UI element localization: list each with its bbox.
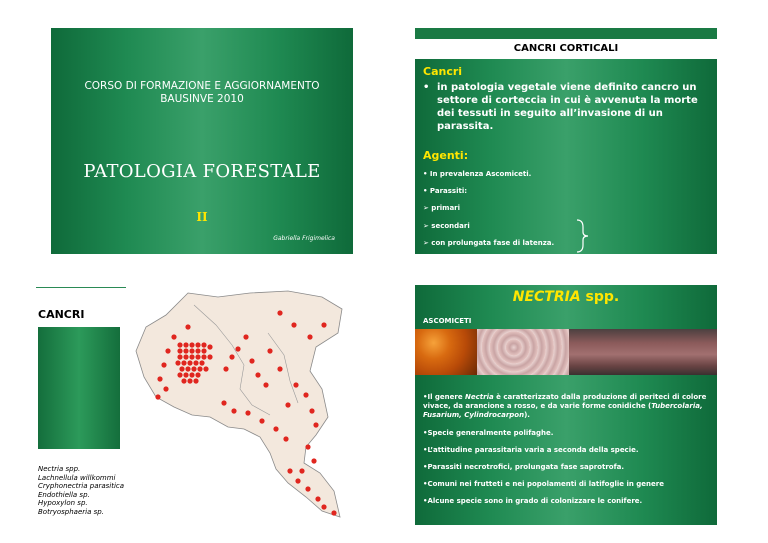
occurrence-dot bbox=[189, 342, 194, 347]
occurrence-dot bbox=[183, 348, 188, 353]
subtitle: ASCOMICETI bbox=[423, 317, 472, 325]
occurrence-dot bbox=[331, 510, 336, 515]
author-name: Gabriella Frigimelica bbox=[273, 235, 335, 242]
title-genus: NECTRIA bbox=[512, 289, 581, 305]
occurrence-dot bbox=[163, 386, 168, 391]
heading-agenti: Agenti: bbox=[423, 149, 469, 162]
occurrence-dot bbox=[287, 468, 292, 473]
photo-bark-infection bbox=[477, 329, 569, 375]
occurrence-dot bbox=[303, 392, 308, 397]
occurrence-dot bbox=[249, 358, 254, 363]
paragraph: •Specie generalmente polifaghe. bbox=[423, 429, 554, 437]
photo-branch-canker bbox=[569, 329, 717, 375]
occurrence-dot bbox=[315, 496, 320, 501]
occurrence-dot bbox=[243, 334, 248, 339]
occurrence-dot bbox=[221, 400, 226, 405]
top-strip bbox=[415, 28, 717, 39]
occurrence-dot bbox=[195, 342, 200, 347]
occurrence-dot bbox=[291, 322, 296, 327]
para-conidial-forms: Tubercolaria, Fusarium, Cylindrocarpon bbox=[423, 402, 703, 419]
occurrence-dot bbox=[177, 348, 182, 353]
region-map-shape bbox=[136, 291, 342, 517]
occurrence-dot bbox=[181, 378, 186, 383]
occurrence-dot bbox=[195, 372, 200, 377]
slide-nectria bbox=[415, 285, 717, 525]
heading-cancri: Cancri bbox=[423, 65, 463, 78]
occurrence-dot bbox=[273, 426, 278, 431]
occurrence-dot bbox=[183, 354, 188, 359]
paragraph: •Comuni nei frutteti e nei popolamenti di latifoglie in genere bbox=[423, 480, 664, 488]
para-text: ). bbox=[524, 411, 530, 419]
occurrence-dot bbox=[193, 378, 198, 383]
list-item: ➢ secondari bbox=[423, 222, 470, 230]
slide-cancri-corticali bbox=[415, 28, 717, 254]
occurrence-dot bbox=[193, 360, 198, 365]
list-item: • Parassiti: bbox=[423, 187, 468, 195]
course-line-2: BAUSINVE 2010 bbox=[160, 93, 244, 105]
occurrence-dot bbox=[201, 342, 206, 347]
slide-body bbox=[415, 59, 717, 254]
slide-cancri-map bbox=[30, 285, 350, 525]
course-line-1: CORSO DI FORMAZIONE E AGGIORNAMENTO bbox=[84, 80, 320, 92]
species-list bbox=[38, 465, 124, 517]
occurrence-dot bbox=[199, 360, 204, 365]
occurrence-dot bbox=[183, 342, 188, 347]
part-number: II bbox=[196, 210, 208, 224]
occurrence-dot bbox=[235, 346, 240, 351]
slide-header: CANCRI CORTICALI bbox=[415, 39, 717, 59]
para-text: è caratterizzato dalla produzione di periteci di colore vivace, da arancione a rosso, e da varie forme conidiche ( bbox=[423, 393, 707, 410]
slide-title: PATOLOGIA FORESTALE bbox=[83, 161, 321, 182]
occurrence-dot bbox=[191, 366, 196, 371]
occurrence-dot bbox=[195, 348, 200, 353]
occurrence-dot bbox=[195, 354, 200, 359]
course-heading bbox=[51, 80, 353, 106]
occurrence-dot bbox=[175, 360, 180, 365]
occurrence-dot bbox=[321, 504, 326, 509]
occurrence-dot bbox=[321, 322, 326, 327]
occurrence-dot bbox=[187, 360, 192, 365]
occurrence-dot bbox=[183, 372, 188, 377]
occurrence-dot bbox=[299, 468, 304, 473]
species-item: Lachnellula willkommi bbox=[38, 473, 116, 482]
occurrence-dot bbox=[177, 354, 182, 359]
occurrence-dot bbox=[207, 354, 212, 359]
distribution-map bbox=[120, 285, 350, 525]
occurrence-dot bbox=[179, 366, 184, 371]
species-item: Botryosphaeria sp. bbox=[38, 507, 104, 516]
list-item: • In prevalenza Ascomiceti. bbox=[423, 170, 532, 178]
occurrence-dot bbox=[177, 372, 182, 377]
species-item: Endothiella sp. bbox=[38, 490, 90, 499]
species-item: Nectria spp. bbox=[38, 465, 81, 473]
para-genus: Nectria bbox=[465, 393, 494, 401]
divider-line bbox=[36, 287, 126, 288]
occurrence-dot bbox=[185, 324, 190, 329]
occurrence-dot bbox=[263, 382, 268, 387]
occurrence-dot bbox=[311, 458, 316, 463]
occurrence-dot bbox=[189, 348, 194, 353]
occurrence-dot bbox=[189, 372, 194, 377]
occurrence-dot bbox=[231, 408, 236, 413]
species-item: Cryphonectria parasitica bbox=[38, 482, 125, 491]
occurrence-dot bbox=[187, 378, 192, 383]
occurrence-dot bbox=[161, 362, 166, 367]
definition-text: in patologia vegetale viene definito cancro un settore di corteccia in cui è avvenuta la morte dei tessuti in seguito all’invasione di un parassita. bbox=[437, 82, 698, 132]
occurrence-dot bbox=[267, 348, 272, 353]
occurrence-dot bbox=[157, 376, 162, 381]
bullet-dot: • bbox=[423, 82, 430, 93]
occurrence-dot bbox=[283, 436, 288, 441]
occurrence-dot bbox=[305, 444, 310, 449]
title-rest: spp. bbox=[580, 289, 620, 305]
slide-title bbox=[415, 289, 717, 305]
occurrence-dot bbox=[171, 334, 176, 339]
occurrence-dot bbox=[309, 408, 314, 413]
occurrence-dot bbox=[197, 366, 202, 371]
occurrence-dot bbox=[185, 366, 190, 371]
occurrence-dot bbox=[255, 372, 260, 377]
occurrence-dot bbox=[203, 366, 208, 371]
slide-course-title bbox=[51, 28, 353, 254]
occurrence-dot bbox=[295, 478, 300, 483]
occurrence-dot bbox=[305, 486, 310, 491]
paragraph-intro bbox=[423, 393, 713, 420]
occurrence-dot bbox=[293, 382, 298, 387]
occurrence-dot bbox=[223, 366, 228, 371]
definition-bullet bbox=[423, 81, 713, 133]
paragraph: •Alcune specie sono in grado di colonizzare le conifere. bbox=[423, 497, 643, 505]
para-text: •Il genere bbox=[423, 393, 466, 401]
paragraph: •L’attitudine parassitaria varia a seconda della specie. bbox=[423, 446, 639, 454]
list-item: ➢ primari bbox=[423, 204, 461, 212]
occurrence-dot bbox=[307, 334, 312, 339]
occurrence-dot bbox=[229, 354, 234, 359]
occurrence-dot bbox=[285, 402, 290, 407]
occurrence-dot bbox=[259, 418, 264, 423]
occurrence-dot bbox=[245, 410, 250, 415]
occurrence-dot bbox=[313, 422, 318, 427]
occurrence-dot bbox=[207, 344, 212, 349]
occurrence-dot bbox=[155, 394, 160, 399]
paragraph: •Parassiti necrotrofici, prolungata fase saprotrofa. bbox=[423, 463, 625, 471]
occurrence-dot bbox=[201, 348, 206, 353]
occurrence-dot bbox=[277, 310, 282, 315]
species-item: Hypoxylon sp. bbox=[38, 499, 88, 508]
photo-perithecia bbox=[415, 329, 477, 375]
brace-icon bbox=[575, 219, 589, 253]
occurrence-dot bbox=[181, 360, 186, 365]
green-bar bbox=[38, 327, 120, 449]
occurrence-dot bbox=[201, 354, 206, 359]
photo-strip bbox=[415, 329, 717, 375]
occurrence-dot bbox=[277, 366, 282, 371]
list-item: ➢ con prolungata fase di latenza. bbox=[423, 239, 555, 247]
occurrence-dot bbox=[177, 342, 182, 347]
slide-label: CANCRI bbox=[38, 308, 85, 321]
occurrence-dot bbox=[165, 348, 170, 353]
occurrence-dot bbox=[189, 354, 194, 359]
